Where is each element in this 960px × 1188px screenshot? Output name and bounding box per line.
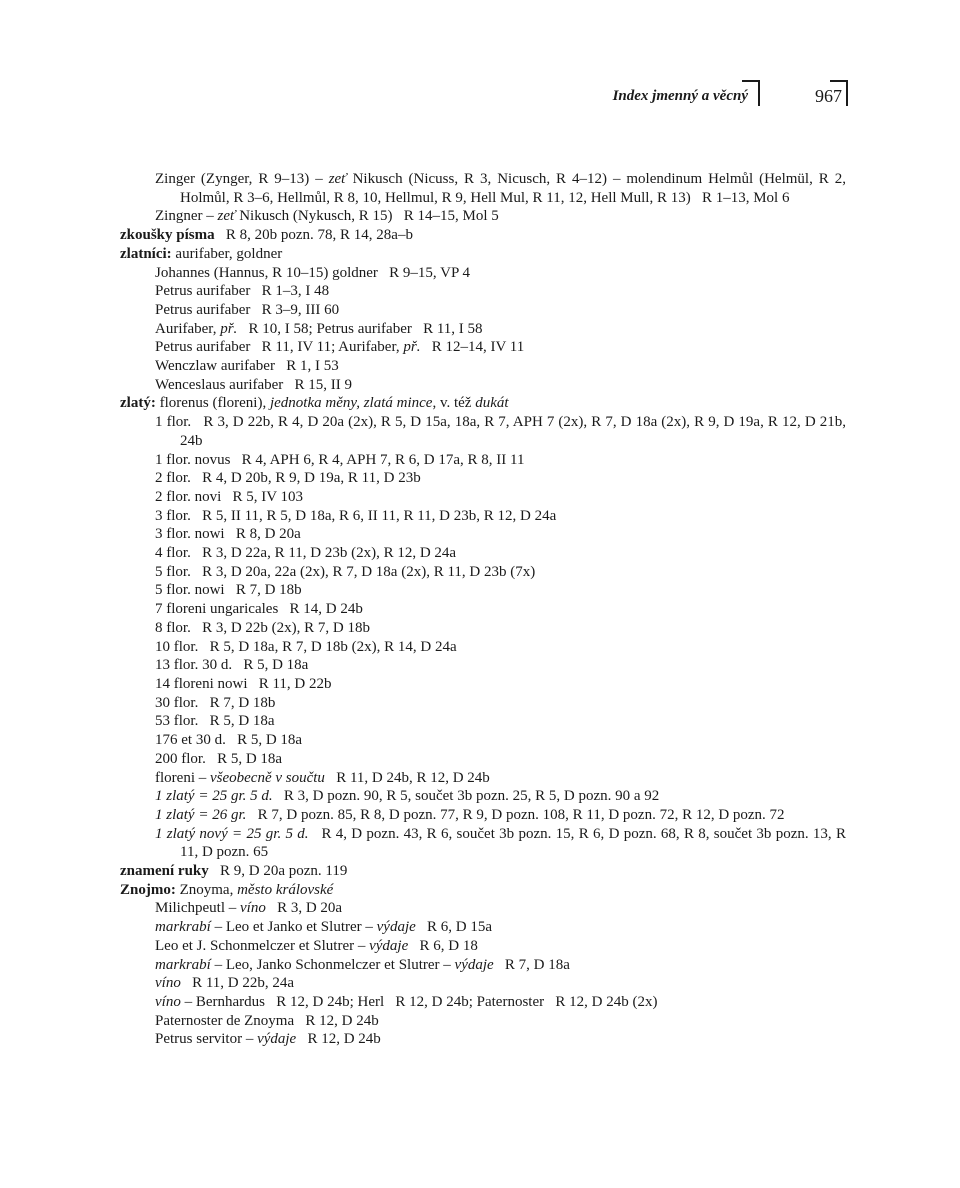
entry-text: R 11, D 24b, R 12, D 24b (324, 769, 490, 786)
entry-italic-text: markrabí (155, 919, 211, 936)
index-subentry (120, 301, 846, 320)
entry-text: 5 flor. R 3, D 20a, 22a (2x), R 7, D 18a (2x), R 11, D 23b (7x) (155, 563, 536, 580)
index-subentry (120, 563, 846, 582)
entry-text: 8 flor. R 3, D 22b (2x), R 7, D 18b (155, 619, 370, 636)
entry-italic-text: dukát (475, 395, 509, 412)
index-subentry (120, 1012, 846, 1031)
entry-text: R 7, D pozn. 85, R 8, D pozn. 77, R 9, D pozn. 108, R 11, D pozn. 72, R 12, D pozn. 72 (246, 806, 785, 823)
entry-text: 13 flor. 30 d. R 5, D 18a (155, 657, 309, 674)
index-subentry (120, 376, 846, 395)
index-subentry (120, 338, 846, 357)
entry-text: Petrus aurifaber R 11, IV 11; Aurifaber, (155, 339, 404, 356)
entry-text: 30 flor. R 7, D 18b (155, 694, 276, 711)
entry-text: R 11, D 22b, 24a (180, 975, 295, 992)
entry-text: R 8, 20b pozn. 78, R 14, 28a–b (214, 227, 413, 244)
index-subentry (120, 170, 850, 207)
entry-italic-text: 1 zlatý = 26 gr. (155, 806, 247, 823)
index-subentry (120, 451, 846, 470)
index-subentry (120, 750, 846, 769)
index-subentry (120, 264, 846, 283)
index-subentry (120, 638, 846, 657)
index-subentry (120, 937, 846, 956)
index-subentry (120, 806, 846, 825)
entry-text: 3 flor. R 5, II 11, R 5, D 18a, R 6, II 11, R 11, D 23b, R 12, D 24a (155, 507, 557, 524)
entry-heading: Znojmo: (120, 881, 176, 898)
entry-text: 200 flor. R 5, D 18a (155, 750, 283, 767)
index-subentry (120, 619, 846, 638)
entry-text: R 3, D 20a (265, 900, 343, 917)
index-subentry (120, 787, 846, 806)
entry-text: Leo et J. Schonmelczer et Slutrer – (155, 937, 370, 954)
entry-text: R 6, D 18 (408, 937, 478, 954)
entry-italic-text: markrabí (155, 956, 211, 973)
entry-text: , v. též (432, 395, 476, 412)
entry-heading: zkoušky písma (120, 227, 215, 244)
index-subentry (120, 918, 846, 937)
entry-text: – Bernhardus R 12, D 24b; Herl R 12, D 24b; Paternoster R 12, D 24b (2x) (180, 993, 658, 1010)
entry-text: R 10, I 58; Petrus aurifaber R 11, I 58 (237, 320, 483, 337)
entry-italic-text: zeť (217, 208, 236, 225)
entry-heading: znamení ruky (120, 863, 209, 880)
entry-text: – Leo et Janko et Slutrer – (210, 919, 377, 936)
index-subentry (120, 525, 846, 544)
index-subentry (120, 712, 846, 731)
entry-text: R 12, D 24b (296, 1031, 381, 1048)
entry-text: R 12–14, IV 11 (420, 339, 525, 356)
entry-text: 7 floreni ungaricales R 14, D 24b (155, 601, 363, 618)
entry-text: 2 flor. R 4, D 20b, R 9, D 19a, R 11, D 23b (155, 470, 421, 487)
page-number-corner-mark (830, 80, 848, 106)
entry-text: Milichpeutl – (155, 900, 240, 917)
entry-text: 4 flor. R 3, D 22a, R 11, D 23b (2x), R 12, D 24a (155, 545, 457, 562)
index-entry (120, 245, 846, 264)
entry-text: 176 et 30 d. R 5, D 18a (155, 732, 303, 749)
index-subentry (120, 675, 846, 694)
entry-italic-text: 1 zlatý nový = 25 gr. 5 d. (155, 825, 309, 842)
index-subentry (120, 956, 846, 975)
index-subentry (120, 974, 846, 993)
entry-italic-text: výdaje (454, 956, 494, 973)
running-header (0, 80, 960, 114)
entry-text: 3 flor. nowi R 8, D 20a (155, 526, 301, 543)
entry-text: Nikusch (Nykusch, R 15) R 14–15, Mol 5 (235, 208, 499, 225)
entry-italic-text: 1 zlatý = 25 gr. 5 d. (155, 788, 273, 805)
entry-text: Petrus aurifaber R 1–3, I 48 (155, 283, 330, 300)
index-subentry (120, 357, 846, 376)
entry-text: R 6, D 15a (415, 919, 493, 936)
entry-text: Wenceslaus aurifaber R 15, II 9 (155, 376, 353, 393)
entry-text: 5 flor. nowi R 7, D 18b (155, 582, 302, 599)
entry-italic-text: jednotka měny, zlatá mince (269, 395, 433, 412)
index-entry (120, 881, 846, 900)
index-subentry (120, 600, 846, 619)
entry-italic-text: výdaje (369, 937, 409, 954)
index-subentry (120, 320, 846, 339)
entry-text: Wenczlaw aurifaber R 1, I 53 (155, 358, 339, 375)
entry-text: R 9, D 20a pozn. 119 (208, 863, 348, 880)
index-subentry (120, 1030, 846, 1049)
page-number: 967 (815, 86, 842, 106)
index-subentry (120, 413, 850, 450)
entry-text: 10 flor. R 5, D 18a, R 7, D 18b (2x), R 14, D 24a (155, 638, 457, 655)
entry-text: Nikusch (Nicuss, R 3, Nicusch, R 4–12) – molendinum Helmůl (Helmül, R 2, Holmůl, R 3–6, Hellmůl, R 8, 10, Hellmul, R 9, Hell Mul, R 11, 12, Hell Mull, R 13) R 1–13, Mol 6 (180, 171, 850, 206)
entry-text: 53 flor. R 5, D 18a (155, 713, 275, 730)
entry-text: Zinger (Zynger, R 9–13) – (155, 171, 329, 187)
index-subentry (120, 507, 846, 526)
header-title: Index jmenný a věcný (612, 88, 748, 104)
entry-text: 2 flor. novi R 5, IV 103 (155, 488, 304, 505)
entry-italic-text: zeť (328, 171, 347, 187)
index-entry (120, 862, 846, 881)
entry-italic-text: př. (403, 339, 421, 356)
index-subentry (120, 825, 850, 862)
index-subentry (120, 488, 846, 507)
entry-text: Petrus aurifaber R 3–9, III 60 (155, 301, 340, 318)
entry-text: florenus (floreni), (155, 395, 270, 412)
entry-text: Paternoster de Znoyma R 12, D 24b (155, 1012, 379, 1029)
index-entries (120, 170, 850, 1049)
entry-italic-text: př. (220, 320, 238, 337)
entry-text: Petrus servitor – (155, 1031, 258, 1048)
index-subentry (120, 694, 846, 713)
index-subentry (120, 769, 846, 788)
entry-text: Aurifaber, (155, 320, 221, 337)
index-entry (120, 226, 846, 245)
index-entry (120, 394, 846, 413)
entry-italic-text: víno (155, 993, 181, 1010)
index-subentry (120, 899, 846, 918)
entry-text: R 7, D 18a (493, 956, 570, 973)
entry-text: 1 flor. novus R 4, APH 6, R 4, APH 7, R 6, D 17a, R 8, II 11 (155, 451, 525, 468)
entry-heading: zlatníci: (120, 245, 172, 262)
entry-text: floreni – (155, 769, 210, 786)
entry-text: R 3, D pozn. 90, R 5, součet 3b pozn. 25, R 5, D pozn. 90 a 92 (272, 788, 660, 805)
entry-text: – Leo, Janko Schonmelczer et Slutrer – (210, 956, 455, 973)
index-subentry (120, 282, 846, 301)
entry-text: Znoyma, (175, 881, 238, 898)
header-corner-mark (742, 80, 760, 106)
index-subentry (120, 544, 846, 563)
index-subentry (120, 581, 846, 600)
entry-text: Johannes (Hannus, R 10–15) goldner R 9–15, VP 4 (155, 264, 470, 281)
entry-text: 1 flor. R 3, D 22b, R 4, D 20a (2x), R 5, D 15a, 18a, R 7, APH 7 (2x), R 7, D 18a (2x), R 9, D 19a, R 12, D 21b, 24b (155, 414, 850, 449)
entry-text: Zingner – (155, 208, 218, 225)
entry-heading: zlatý: (120, 395, 156, 412)
entry-italic-text: výdaje (257, 1031, 297, 1048)
index-subentry (120, 656, 846, 675)
entry-italic-text: město královské (237, 881, 334, 898)
entry-italic-text: všeobecně v součtu (209, 769, 325, 786)
entry-text: R 4, D pozn. 43, R 6, součet 3b pozn. 15, R 6, D pozn. 68, R 8, součet 3b pozn. 13, R 11, D pozn. 65 (180, 825, 850, 861)
entry-text: 14 floreni nowi R 11, D 22b (155, 675, 332, 692)
index-subentry (120, 469, 846, 488)
entry-italic-text: víno (240, 900, 266, 917)
entry-text: aurifaber, goldner (171, 245, 283, 262)
index-subentry (120, 207, 846, 226)
entry-italic-text: výdaje (376, 919, 416, 936)
index-subentry (120, 731, 846, 750)
entry-italic-text: víno (155, 975, 181, 992)
index-subentry (120, 993, 846, 1012)
